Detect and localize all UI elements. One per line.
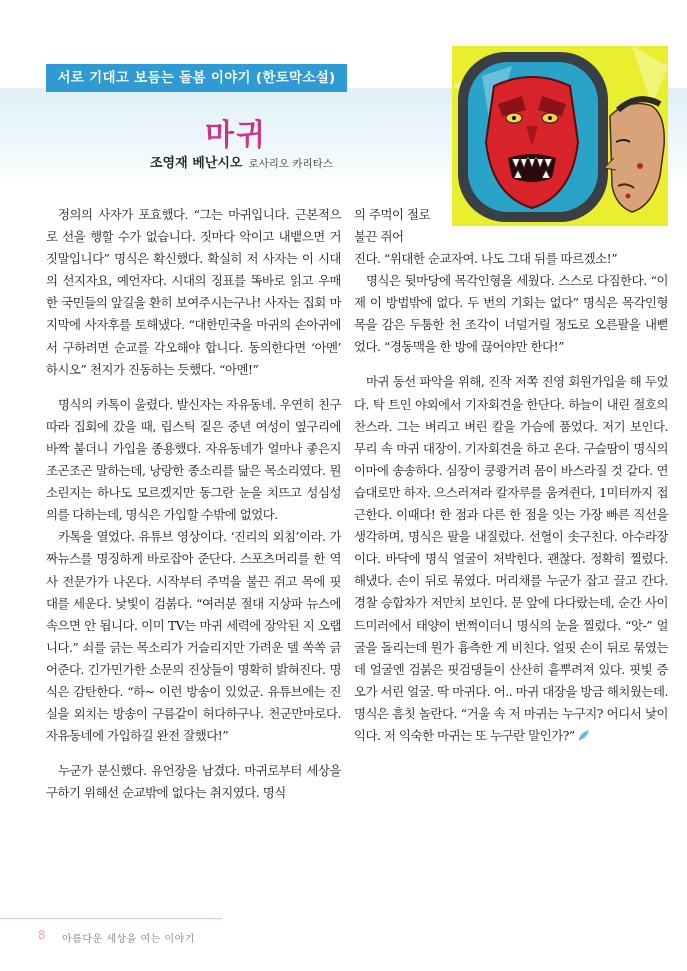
- paragraph: 정의의 사자가 포효했다. “그는 마귀입니다. 근본적으로 선을 행할 수가 없습니다. 짓마다 악이고 내뱉으면 거짓말입니다” 명식은 확신했다. 확실히 저 사자는 이 시대의 선지자요, 예언자다. 시대의 징표를 똑바로 읽고 우매한 국민들의 앞길을 환히 보여주시는구나! 사자는 집회 마지막에 사자후를 토해냈다. “대한민국을 마귀의 손아귀에서 구하려면 순교를 각오해야 합니다. 동의한다면 ‘아멘’ 하시오” 천지가 진동하는 듯했다. “아멘!”: [46, 207, 341, 377]
- footer-divider: [0, 918, 222, 919]
- red-mask-and-mirror-face-illustration: [452, 46, 668, 226]
- paragraph: 명식의 카톡이 울렸다. 발신자는 자유동네. 우연히 친구 따라 집회에 갔을 때, 립스틱 짙은 중년 여성이 옆구리에 바짝 붙더니 가입을 종용했다. 자유동네가 얼마나 좋은지 조곤조곤 말하는데, 낭랑한 종소리를 닮은 목소리였다. 뭔 소린지는 하나도 모르겠지만 동그란 눈을 치뜨고 성심성의를 다하는데, 명식은 가입할 수밖에 없었다.: [46, 396, 341, 523]
- paragraph: 카톡을 열었다. 유튜브 영상이다. ‘진리의 외침’이라. 가짜뉴스를 명징하게 바로잡아 준단다. 스포츠머리를 한 역사 전문가가 나온다. 시작부터 주먹을 불끈 쥐고 목에 핏대를 세운다. 낯빛이 검붉다. “여러분 절대 지상파 뉴스에 속으면 안 됩니다. 이미 TV는 마귀 세력에 장악된 지 오랩니다.” 쇠를 긁는 목소리가 거슬리지만 가려운 델 쏙쏙 긁어준다. 긴가민가한 소문의 진상들이 명확히 밝혀진다. 명식은 감탄한다. “하~ 이런 방송이 있었군. 유튜브에는 진실을 외치는 방송이 구름같이 허다하구나. 천군만마로다. 자유동네에 가입하길 완전 잘했다!”: [46, 529, 341, 744]
- paragraph: [354, 371, 668, 747]
- paragraph: 명식은 뒷마당에 목각인형을 세웠다. 스스로 다짐한다. “이제 이 방법밖에 없다. 두 번의 기회는 없다” 명식은 목각인형 목을 감은 두툼한 천 조각이 너덜거릴 정도로 오른팔을 내뻗었다. “경동맥을 한 방에 끊어야만 한다!”: [354, 273, 668, 355]
- paragraph-text: 마귀 동선 파악을 위해, 진작 저쪽 진영 회원가입을 해 두었다. 탁 트인 야외에서 기자회견을 한단다. 하늘이 내린 절호의 찬스라. 그는 벼리고 벼린 칼을 가슴에 품었다. 저기 보인다. 무리 속 마귀 대장이. 기자회견을 하고 온다. 구슬땀이 명식의 이마에 송송하다. 심장이 쿵쾅거려 몸이 바스라질 것 같다. 연습대로만 하자. 으스러져라 칼자루를 움켜쥔다, 1미터까지 접근한다. 이때다! 한 점과 다른 한 점을 잇는 가장 빠른 직선을 생각하며, 명식은 팔을 내질렀다. 선혈이 솟구친다. 아수라장이다. 바닥에 명식 얼굴이 처박힌다. 괜찮다. 정확히 찔렀다. 해냈다. 손이 뒤로 묶였다. 머리채를 누군가 잡고 끌고 간다. 경찰 승합차가 저만치 보인다. 문 앞에 다다랐는데, 순간 사이드미러에서 태양이 번쩍이더니 명식의 눈을 찔렀다. “앗-” 얼굴을 돌리는데 뭔가 흉측한 게 비친다. 얼핏 손이 뒤로 묶였는데 얼굴엔 검붉은 핏검댕들이 산산히 흩뿌려져 있다. 핏빛 증오가 서린 얼굴. 딱 마귀다. 어.. 마귀 대장을 방금 해치웠는데. 명식은 흠칫 놀란다. “거울 속 저 마귀는 누구지? 어디서 낯이 익다. 저 익숙한 마귀는 또 누구란 말인가?”: [354, 374, 668, 743]
- magazine-name: 아름다운 세상을 여는 이야기: [62, 934, 195, 945]
- author-organization: 로사리오 카리타스: [248, 158, 333, 170]
- byline: [150, 152, 333, 171]
- paragraph: 누군가 분신했다. 유언장을 남겼다. 마귀로부터 세상을 구하기 위해선 순교밖에 없다는 취지였다. 명식: [46, 763, 341, 801]
- leaf-icon: [577, 728, 591, 742]
- left-column: [46, 204, 341, 804]
- story-title: 마귀: [205, 118, 267, 153]
- paragraph-fragment: 의 주먹이 절로 불끈 쥐어: [354, 207, 431, 245]
- right-column-beside-illustration: [354, 204, 436, 248]
- author-name: 조영재 베난시오: [150, 156, 243, 171]
- series-banner: 서로 기대고 보듬는 돌봄 이야기 (한토막소설): [46, 64, 347, 92]
- page-number: 8: [38, 928, 46, 942]
- right-column: [354, 248, 668, 747]
- paragraph-continuation: 진다. “위대한 순교자여. 나도 그대 뒤를 따르겠소!”: [354, 251, 618, 266]
